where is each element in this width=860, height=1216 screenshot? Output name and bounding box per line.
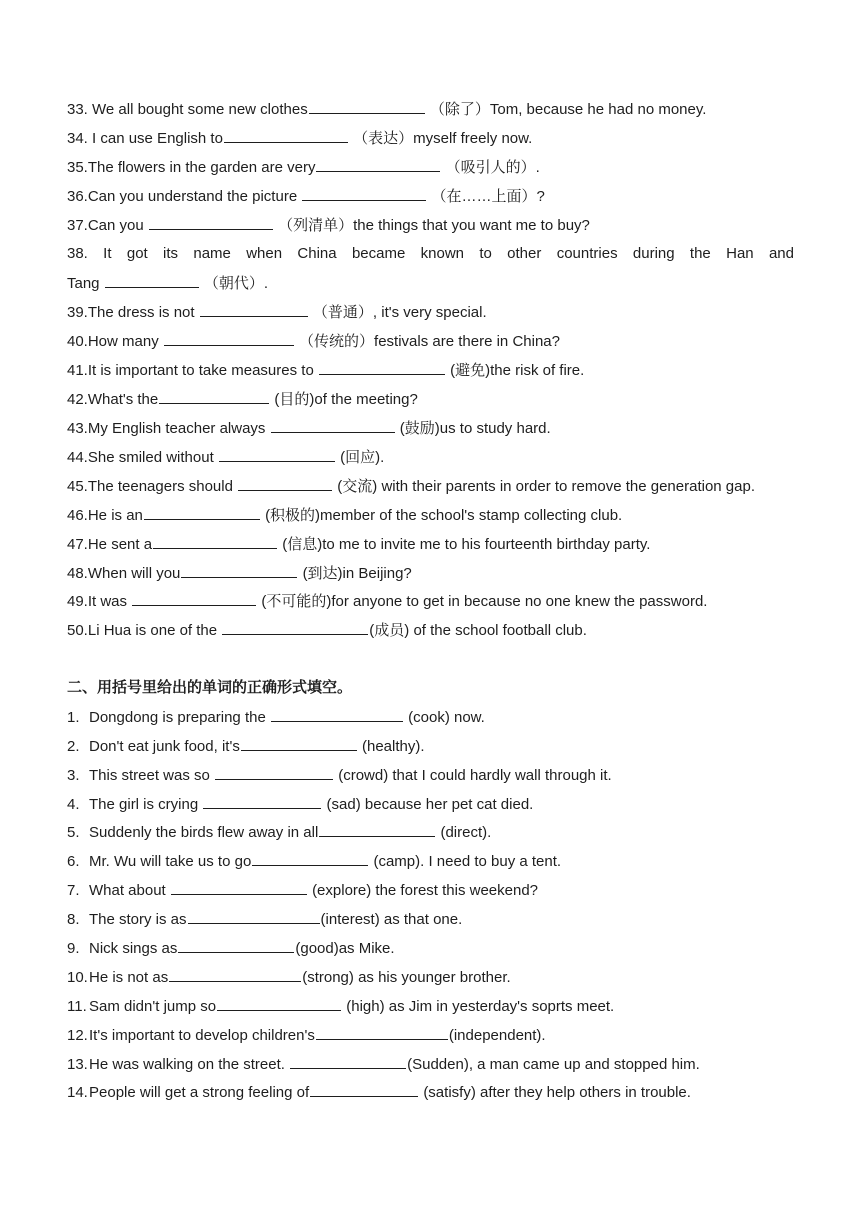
question-hint: (积极的)member of the school's stamp collecting club. xyxy=(265,507,623,524)
exercise-6 xyxy=(67,851,794,872)
answer-blank[interactable] xyxy=(188,909,320,924)
answer-blank[interactable] xyxy=(319,360,445,375)
question-hint: (crowd) that I could hardly wall through it. xyxy=(338,767,612,784)
question-text: 37.Can you xyxy=(67,217,148,234)
question-hint: (good)as Mike. xyxy=(295,940,395,957)
question-hint: (Sudden), a man came up and stopped him. xyxy=(407,1056,700,1073)
question-text: 47.He sent a xyxy=(67,536,153,553)
answer-blank[interactable] xyxy=(164,331,294,346)
question-hint: （列清单）the things that you want me to buy? xyxy=(278,217,590,234)
question-hint: (independent). xyxy=(448,1027,546,1044)
exercise-10 xyxy=(67,967,794,988)
answer-blank[interactable] xyxy=(178,938,294,953)
answer-blank[interactable] xyxy=(271,707,403,722)
question-text: 40.How many xyxy=(67,333,163,350)
answer-blank[interactable] xyxy=(181,563,297,578)
question-hint: (不可能的)for anyone to get in because no one knew the password. xyxy=(261,593,708,610)
item-number: 2. xyxy=(67,738,80,755)
answer-blank[interactable] xyxy=(238,476,332,491)
question-text: It's important to develop children's xyxy=(89,1027,315,1044)
item-number: 14. xyxy=(67,1084,88,1101)
answer-blank[interactable] xyxy=(241,736,357,751)
question-hint: (成员) of the school football club. xyxy=(369,622,587,639)
question-text: 46.He is an xyxy=(67,507,143,524)
question-hint: (目的)of the meeting? xyxy=(274,391,418,408)
answer-blank[interactable] xyxy=(171,880,307,895)
question-hint: (direct). xyxy=(440,824,492,841)
answer-blank[interactable] xyxy=(316,157,440,172)
question-text: Dongdong is preparing the xyxy=(89,709,270,726)
item-number: 9. xyxy=(67,940,80,957)
exercise-5 xyxy=(67,822,794,843)
question-38-line1 xyxy=(67,244,794,264)
answer-blank[interactable] xyxy=(169,967,301,982)
question-hint: （表达）myself freely now. xyxy=(353,130,533,147)
question-hint: (healthy). xyxy=(362,738,425,755)
answer-blank[interactable] xyxy=(217,996,341,1011)
question-text: This street was so xyxy=(89,767,215,784)
question-hint: (鼓励)us to study hard. xyxy=(399,420,551,437)
question-38-line2 xyxy=(67,273,794,294)
question-41 xyxy=(67,360,794,381)
question-37 xyxy=(67,215,794,236)
question-hint: (回应). xyxy=(340,449,385,466)
question-text: Mr. Wu will take us to go xyxy=(89,853,252,870)
question-hint: (sad) because her pet cat died. xyxy=(326,796,534,813)
question-text: 49.It was xyxy=(67,593,132,610)
question-text: 44.She smiled without xyxy=(67,449,218,466)
question-text: Don't eat junk food, it's xyxy=(89,738,240,755)
answer-blank[interactable] xyxy=(215,765,333,780)
question-hint: (satisfy) after they help others in trouble. xyxy=(423,1084,691,1101)
question-36 xyxy=(67,186,794,207)
answer-blank[interactable] xyxy=(316,1025,448,1040)
item-number: 6. xyxy=(67,853,80,870)
question-49 xyxy=(67,591,794,612)
answer-blank[interactable] xyxy=(144,505,260,520)
question-hint: (camp). I need to buy a tent. xyxy=(373,853,562,870)
question-hint: （普通）, it's very special. xyxy=(312,304,487,321)
exercise-8 xyxy=(67,909,794,930)
question-text: 45.The teenagers should xyxy=(67,478,238,495)
question-text: 33. We all bought some new clothes xyxy=(67,101,308,118)
question-text: 50.Li Hua is one of the xyxy=(67,622,222,639)
question-text: Nick sings as xyxy=(89,940,178,957)
answer-blank[interactable] xyxy=(153,534,277,549)
item-number: 8. xyxy=(67,911,80,928)
question-47 xyxy=(67,534,794,555)
question-48 xyxy=(67,563,794,584)
exercise-13 xyxy=(67,1054,794,1075)
answer-blank[interactable] xyxy=(219,447,335,462)
answer-blank[interactable] xyxy=(105,273,199,288)
question-44 xyxy=(67,447,794,468)
answer-blank[interactable] xyxy=(224,128,348,143)
question-text: 39.The dress is not xyxy=(67,304,199,321)
answer-blank[interactable] xyxy=(252,851,368,866)
exercise-3 xyxy=(67,765,794,786)
question-34 xyxy=(67,128,794,149)
item-number: 13. xyxy=(67,1056,88,1073)
question-text: 38. It got its name when China became known to other countries during the Han and xyxy=(67,245,794,262)
item-number: 7. xyxy=(67,882,80,899)
exercise-2 xyxy=(67,736,794,757)
item-number: 5. xyxy=(67,824,80,841)
item-number: 12. xyxy=(67,1027,88,1044)
question-hint: (cook) now. xyxy=(408,709,485,726)
question-text: What about xyxy=(89,882,170,899)
question-hint: (交流) with their parents in order to remove the generation gap. xyxy=(337,478,756,495)
question-text: 41.It is important to take measures to xyxy=(67,362,318,379)
question-45 xyxy=(67,476,794,497)
answer-blank[interactable] xyxy=(159,389,269,404)
question-text: The girl is crying xyxy=(89,796,203,813)
question-text: The story is as xyxy=(89,911,187,928)
exercise-4 xyxy=(67,794,794,815)
answer-blank[interactable] xyxy=(309,99,425,114)
item-number: 3. xyxy=(67,767,80,784)
question-text: 34. I can use English to xyxy=(67,130,223,147)
question-text: He was walking on the street. xyxy=(89,1056,290,1073)
question-35 xyxy=(67,157,794,178)
question-hint: (信息)to me to invite me to his fourteenth birthday party. xyxy=(282,536,651,553)
exercise-12 xyxy=(67,1025,794,1046)
question-46 xyxy=(67,505,794,526)
question-33 xyxy=(67,99,794,120)
question-text: 43.My English teacher always xyxy=(67,420,270,437)
question-text: 48.When will you xyxy=(67,565,181,582)
item-number: 4. xyxy=(67,796,80,813)
question-hint: （在……上面）? xyxy=(431,188,545,205)
question-50 xyxy=(67,620,794,641)
exercise-14 xyxy=(67,1082,794,1103)
question-hint: (explore) the forest this weekend? xyxy=(312,882,539,899)
item-number: 1. xyxy=(67,709,80,726)
question-hint: （传统的）festivals are there in China? xyxy=(299,333,560,350)
question-39 xyxy=(67,302,794,323)
item-number: 11. xyxy=(67,998,87,1015)
question-text: He is not as xyxy=(89,969,169,986)
question-text: 42.What's the xyxy=(67,391,159,408)
exercise-9 xyxy=(67,938,794,959)
answer-blank[interactable] xyxy=(222,620,368,635)
answer-blank[interactable] xyxy=(149,215,273,230)
question-hint: (避免)the risk of fire. xyxy=(450,362,585,379)
answer-blank[interactable] xyxy=(290,1054,406,1069)
answer-blank[interactable] xyxy=(132,591,256,606)
exercise-7 xyxy=(67,880,794,901)
question-text: Sam didn't jump so xyxy=(89,998,217,1015)
question-hint: （吸引人的）. xyxy=(445,159,540,176)
question-hint: （朝代）. xyxy=(203,275,269,292)
question-hint: (strong) as his younger brother. xyxy=(302,969,511,986)
question-40 xyxy=(67,331,794,352)
answer-blank[interactable] xyxy=(310,1082,418,1097)
question-text: 35.The flowers in the garden are very xyxy=(67,159,316,176)
question-43 xyxy=(67,418,794,439)
question-text: 36.Can you understand the picture xyxy=(67,188,302,205)
question-hint: (interest) as that one. xyxy=(320,911,463,928)
section-heading: 二、用括号里给出的单词的正确形式填空。 xyxy=(67,679,353,696)
answer-blank[interactable] xyxy=(203,794,321,809)
question-text: Suddenly the birds flew away in all xyxy=(89,824,319,841)
question-hint: (high) as Jim in yesterday's soprts meet. xyxy=(346,998,615,1015)
answer-blank[interactable] xyxy=(319,822,435,837)
exercise-1 xyxy=(67,707,794,728)
answer-blank[interactable] xyxy=(271,418,395,433)
question-text: People will get a strong feeling of xyxy=(89,1084,310,1101)
question-42 xyxy=(67,389,794,410)
question-hint: （除了）Tom, because he had no money. xyxy=(429,101,707,118)
question-text: Tang xyxy=(67,275,104,292)
item-number: 10. xyxy=(67,969,88,986)
question-hint: (到达)in Beijing? xyxy=(302,565,412,582)
answer-blank[interactable] xyxy=(302,186,426,201)
answer-blank[interactable] xyxy=(200,302,308,317)
exercise-11 xyxy=(67,996,794,1017)
